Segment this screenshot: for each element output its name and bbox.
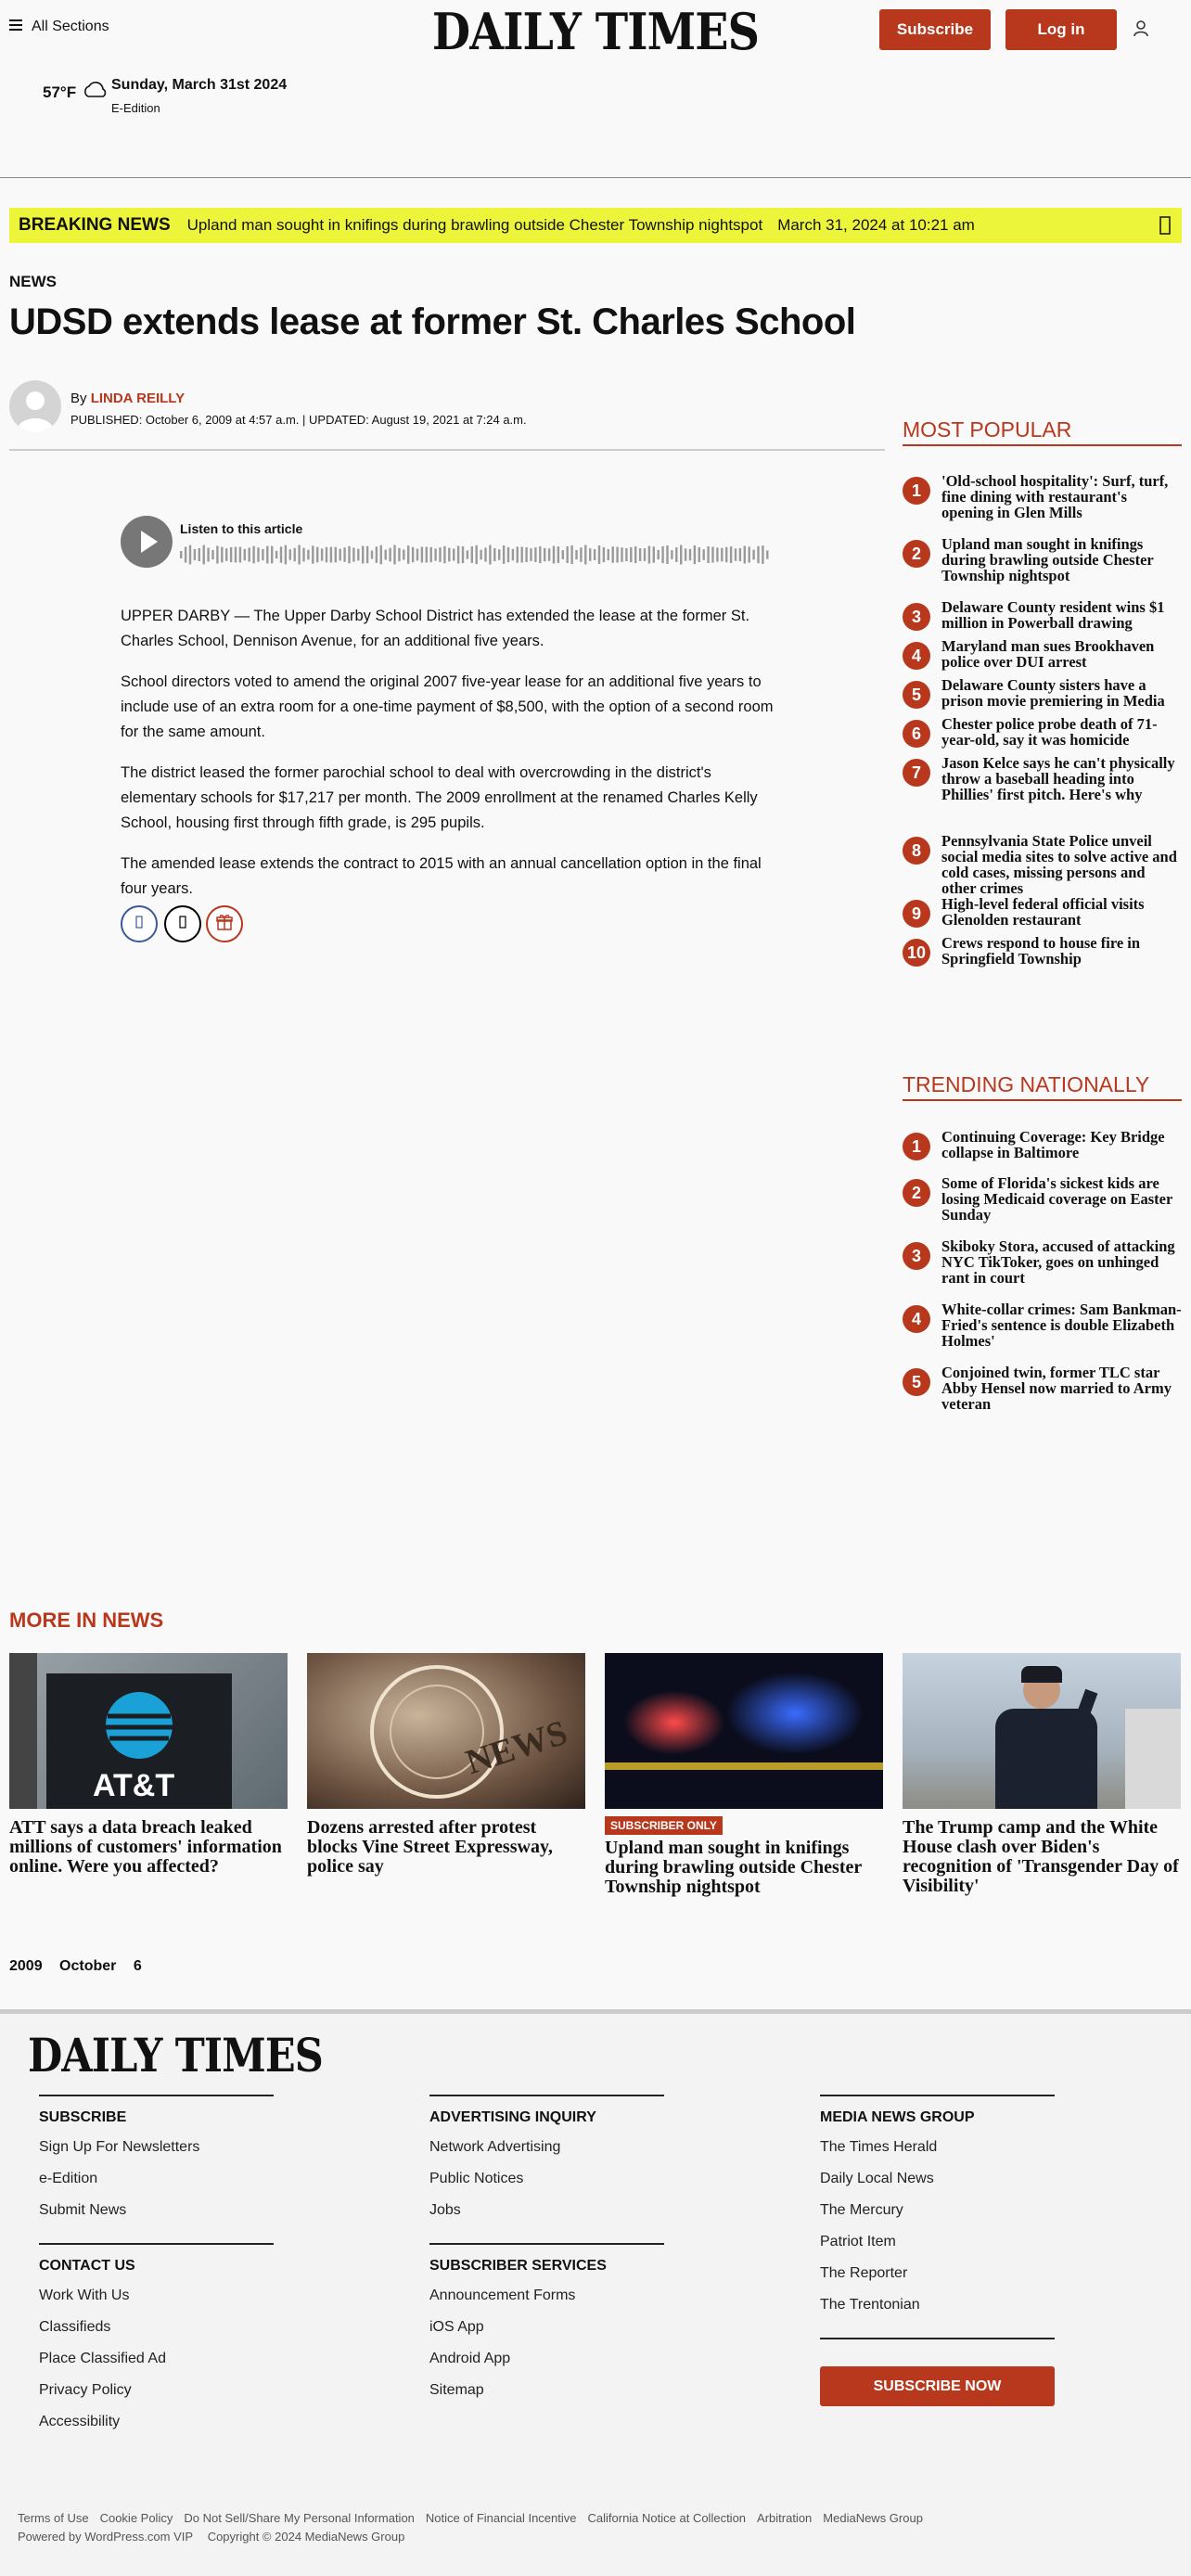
- footer-heading: CONTACT US: [39, 2258, 135, 2274]
- ranked-story-item[interactable]: [903, 599, 1182, 631]
- news-card[interactable]: [605, 1653, 883, 1897]
- footer-link[interactable]: Sitemap: [429, 2382, 484, 2398]
- copyright: Copyright © 2024 MediaNews Group: [207, 2530, 405, 2544]
- ranked-story-item[interactable]: [903, 1129, 1182, 1160]
- rank-number: 2: [903, 1179, 930, 1207]
- article-paragraph: UPPER DARBY — The Upper Darby School District has extended the lease at the former St. Charles School, Dennison Avenue, for an additional five years.: [121, 608, 750, 649]
- footer-link[interactable]: Patriot Item: [820, 2234, 896, 2249]
- article-headline: UDSD extends lease at former St. Charles School: [9, 301, 856, 342]
- listen-label: Listen to this article: [180, 521, 303, 536]
- ranked-story-item[interactable]: [903, 638, 1182, 670]
- news-card[interactable]: [9, 1653, 288, 1877]
- rank-number: 6: [903, 720, 930, 748]
- footer-rule: [39, 2095, 274, 2096]
- ranked-story-title[interactable]: Chester police probe death of 71-year-old, say it was homicide: [941, 715, 1158, 749]
- footer-link[interactable]: Network Advertising: [429, 2139, 561, 2155]
- user-icon[interactable]: [1133, 20, 1148, 42]
- article-paragraph: The amended lease extends the contract to 2015 with an annual cancellation option in the final four years.: [121, 855, 762, 897]
- footer-heading: MEDIA NEWS GROUP: [820, 2109, 975, 2125]
- breaking-label: BREAKING NEWS: [19, 215, 171, 235]
- rank-number: 4: [903, 1305, 930, 1333]
- card-image-police-lights[interactable]: [605, 1653, 883, 1809]
- footer-col-medianews: [820, 2095, 1055, 2339]
- rank-number: 3: [903, 1242, 930, 1270]
- play-button[interactable]: [121, 516, 173, 568]
- rank-number: 10: [903, 939, 930, 967]
- footer-link[interactable]: Jobs: [429, 2202, 461, 2218]
- hamburger-icon: [9, 19, 22, 35]
- most-popular-title: MOST POPULAR: [903, 417, 1182, 446]
- article-paragraph: School directors voted to amend the original 2007 five-year lease for an additional five years to include use of an extra room for a one-time payment of $8,500, with the option of a second room for the same amount.: [121, 673, 774, 740]
- card-title[interactable]: ATT says a data breach leaked millions of customers' information online. Were you affected?: [9, 1817, 282, 1877]
- footer-logo[interactable]: DAILY TIMES: [28, 2028, 323, 2083]
- trending-title: TRENDING NATIONALLY: [903, 1072, 1182, 1101]
- news-card[interactable]: [903, 1653, 1181, 1896]
- ranked-story-title[interactable]: Skiboky Stora, accused of attacking NYC TikToker, goes on unhinged rant in court: [941, 1237, 1175, 1287]
- footer-link[interactable]: Accessibility: [39, 2414, 121, 2429]
- ranked-story-title[interactable]: Jason Kelce says he can't physically throw a baseball heading into Phillies' first pitch. Here's why: [941, 754, 1175, 803]
- ranked-story-item[interactable]: [903, 896, 1182, 928]
- rank-number: 1: [903, 477, 930, 505]
- footer-link[interactable]: Sign Up For Newsletters: [39, 2139, 200, 2155]
- author-link[interactable]: LINDA REILLY: [90, 391, 186, 406]
- ranked-story-title[interactable]: Maryland man sues Brookhaven police over DUI arrest: [941, 637, 1155, 671]
- card-title[interactable]: The Trump camp and the White House clash over Biden's recognition of 'Transgender Day of Visibility': [903, 1817, 1179, 1896]
- login-button[interactable]: Log in: [1005, 9, 1117, 50]
- footer-link[interactable]: The Mercury: [820, 2202, 903, 2218]
- card-image-news-text: NEWS: [461, 1712, 572, 1783]
- current-date: Sunday, March 31st 2024: [111, 77, 288, 93]
- footer-link[interactable]: iOS App: [429, 2319, 484, 2335]
- ranked-story-title[interactable]: Conjoined twin, former TLC star Abby Hensel now married to Army veteran: [941, 1364, 1172, 1413]
- breaking-headline[interactable]: Upland man sought in knifings during brawling outside Chester Township nightspot: [186, 216, 763, 234]
- subscribe-now-button[interactable]: SUBSCRIBE NOW: [820, 2366, 1055, 2406]
- section-label[interactable]: NEWS: [9, 273, 57, 290]
- rank-number: 9: [903, 900, 930, 928]
- ranked-story-title[interactable]: Some of Florida's sickest kids are losing Medicaid coverage on Easter Sunday: [941, 1174, 1172, 1224]
- byline-by: By: [70, 391, 87, 406]
- ranked-story-title[interactable]: Pennsylvania State Police unveil social media sites to solve active and cold cases, missing persons and other crimes: [941, 832, 1177, 897]
- ranked-story-title[interactable]: Delaware County resident wins $1 million in Powerball drawing: [941, 598, 1165, 632]
- card-title[interactable]: Upland man sought in knifings during brawling outside Chester Township nightspot: [605, 1838, 862, 1897]
- breaking-time: March 31, 2024 at 10:21 am: [777, 216, 975, 234]
- article-divider: [9, 449, 885, 451]
- ranked-story-title[interactable]: High-level federal official visits Glenolden restaurant: [941, 895, 1145, 929]
- ranked-story-title[interactable]: Delaware County sisters have a prison movie premiering in Media: [941, 676, 1165, 710]
- ranked-story-title[interactable]: Crews respond to house fire in Springfield Township: [941, 934, 1141, 968]
- ranked-story-item[interactable]: [903, 473, 1182, 520]
- footer-link[interactable]: Classifieds: [39, 2319, 111, 2335]
- audio-waveform[interactable]: [180, 544, 770, 566]
- footer-link[interactable]: Android App: [429, 2351, 511, 2366]
- ranked-story-item[interactable]: [903, 1365, 1182, 1412]
- footer-col-subscribe: [39, 2095, 274, 2430]
- date-breadcrumb[interactable]: 2009 October 6: [9, 1958, 142, 1974]
- more-in-news-title: MORE IN NEWS: [9, 1608, 164, 1632]
- footer-heading: ADVERTISING INQUIRY: [429, 2109, 596, 2125]
- card-image-att[interactable]: [9, 1653, 288, 1809]
- footer-rule: [820, 2095, 1055, 2096]
- footer-link[interactable]: The Reporter: [820, 2265, 908, 2281]
- powered-by[interactable]: Powered by WordPress.com VIP: [18, 2530, 194, 2544]
- header-divider: [0, 177, 1191, 178]
- share-x-button[interactable]: [164, 905, 201, 942]
- ranked-story-title[interactable]: Continuing Coverage: Key Bridge collapse in Baltimore: [941, 1128, 1165, 1161]
- published-date: PUBLISHED: October 6, 2009 at 4:57 a.m. | UPDATED: August 19, 2021 at 7:24 a.m.: [70, 413, 527, 427]
- footer-link[interactable]: Privacy Policy: [39, 2382, 132, 2398]
- subscribe-button[interactable]: Subscribe: [879, 9, 991, 50]
- ranked-story-item[interactable]: [903, 1175, 1182, 1223]
- ranked-story-item[interactable]: [903, 833, 1182, 896]
- footer-rule: [820, 2338, 1055, 2339]
- legal-link[interactable]: Arbitration: [757, 2511, 813, 2525]
- ranked-story-item[interactable]: [903, 1238, 1182, 1286]
- ranked-story-item[interactable]: [903, 536, 1182, 583]
- footer-rule: [429, 2243, 664, 2245]
- footer-rule: [39, 2243, 274, 2245]
- rank-number: 8: [903, 837, 930, 865]
- rank-number: 5: [903, 681, 930, 709]
- footer-link[interactable]: Public Notices: [429, 2171, 524, 2186]
- card-title[interactable]: Dozens arrested after protest blocks Vine Street Expressway, police say: [307, 1817, 553, 1877]
- ranked-story-item[interactable]: [903, 935, 1182, 967]
- footer-heading: SUBSCRIBER SERVICES: [429, 2258, 607, 2274]
- rank-number: 5: [903, 1368, 930, 1396]
- footer-link[interactable]: The Times Herald: [820, 2139, 938, 2155]
- share-facebook-button[interactable]: [121, 905, 158, 942]
- legal-link[interactable]: Cookie Policy: [99, 2511, 173, 2525]
- footer-link[interactable]: e-Edition: [39, 2171, 98, 2186]
- card-image-biden[interactable]: [903, 1653, 1181, 1809]
- audio-player: [121, 516, 770, 570]
- footer-link[interactable]: Daily Local News: [820, 2171, 934, 2186]
- footer-link[interactable]: Submit News: [39, 2202, 127, 2218]
- ranked-story-title[interactable]: Upland man sought in knifings during brawling outside Chester Township nightspot: [941, 535, 1154, 584]
- rank-number: 2: [903, 540, 930, 568]
- ranked-story-item[interactable]: [903, 677, 1182, 709]
- rank-number: 7: [903, 759, 930, 787]
- avatar: [9, 380, 61, 432]
- weather-widget: [43, 80, 109, 105]
- footer-heading: SUBSCRIBE: [39, 2109, 127, 2125]
- ranked-story-item[interactable]: [903, 716, 1182, 748]
- ranked-story-item[interactable]: [903, 755, 1182, 802]
- footer-legal: [18, 2509, 934, 2546]
- ranked-story-item[interactable]: [903, 1301, 1182, 1349]
- footer-link[interactable]: Work With Us: [39, 2288, 130, 2303]
- ranked-story-title[interactable]: 'Old-school hospitality': Surf, turf, fine dining with restaurant's opening in Glen Mills: [941, 472, 1169, 521]
- footer-link[interactable]: The Trentonian: [820, 2297, 920, 2313]
- subscriber-only-badge: SUBSCRIBER ONLY: [605, 1816, 723, 1835]
- card-image-att-text: AT&T: [93, 1768, 175, 1803]
- legal-link[interactable]: MediaNews Group: [823, 2511, 923, 2525]
- ranked-story-title[interactable]: White-collar crimes: Sam Bankman-Fried's sentence is double Elizabeth Holmes': [941, 1301, 1182, 1350]
- rank-number: 1: [903, 1133, 930, 1160]
- legal-link[interactable]: Terms of Use: [18, 2511, 89, 2525]
- footer-link[interactable]: Announcement Forms: [429, 2288, 576, 2303]
- news-card[interactable]: [307, 1653, 585, 1877]
- cloud-icon: [82, 80, 109, 105]
- temperature: 57°F: [43, 83, 77, 101]
- legal-link[interactable]: Notice of Financial Incentive: [425, 2511, 577, 2525]
- close-icon[interactable]: [1159, 216, 1171, 239]
- gift-icon: [215, 913, 234, 936]
- footer-rule: [429, 2095, 664, 2096]
- footer-col-advertising: [429, 2095, 664, 2399]
- footer-link[interactable]: Place Classified Ad: [39, 2351, 166, 2366]
- card-image-police-news[interactable]: [307, 1653, 585, 1809]
- x-icon: [179, 916, 186, 933]
- breaking-news-bar[interactable]: [9, 208, 1182, 243]
- gift-article-button[interactable]: [206, 905, 243, 942]
- legal-link[interactable]: California Notice at Collection: [587, 2511, 747, 2525]
- byline: [70, 391, 185, 406]
- eedition-link[interactable]: E-Edition: [111, 101, 160, 115]
- rank-number: 4: [903, 642, 930, 670]
- facebook-icon: [135, 916, 143, 933]
- rank-number: 3: [903, 603, 930, 631]
- masthead-logo[interactable]: DAILY TIMES: [431, 2, 760, 61]
- legal-link[interactable]: Do Not Sell/Share My Personal Information: [184, 2511, 415, 2525]
- article-paragraph: The district leased the former parochial school to deal with overcrowding in the district's elementary schools for $17,217 per month. The 2009 enrollment at the renamed Charles Kelly School, housing first through fifth grade, is 295 pupils.: [121, 764, 758, 831]
- all-sections-label: All Sections: [32, 19, 109, 34]
